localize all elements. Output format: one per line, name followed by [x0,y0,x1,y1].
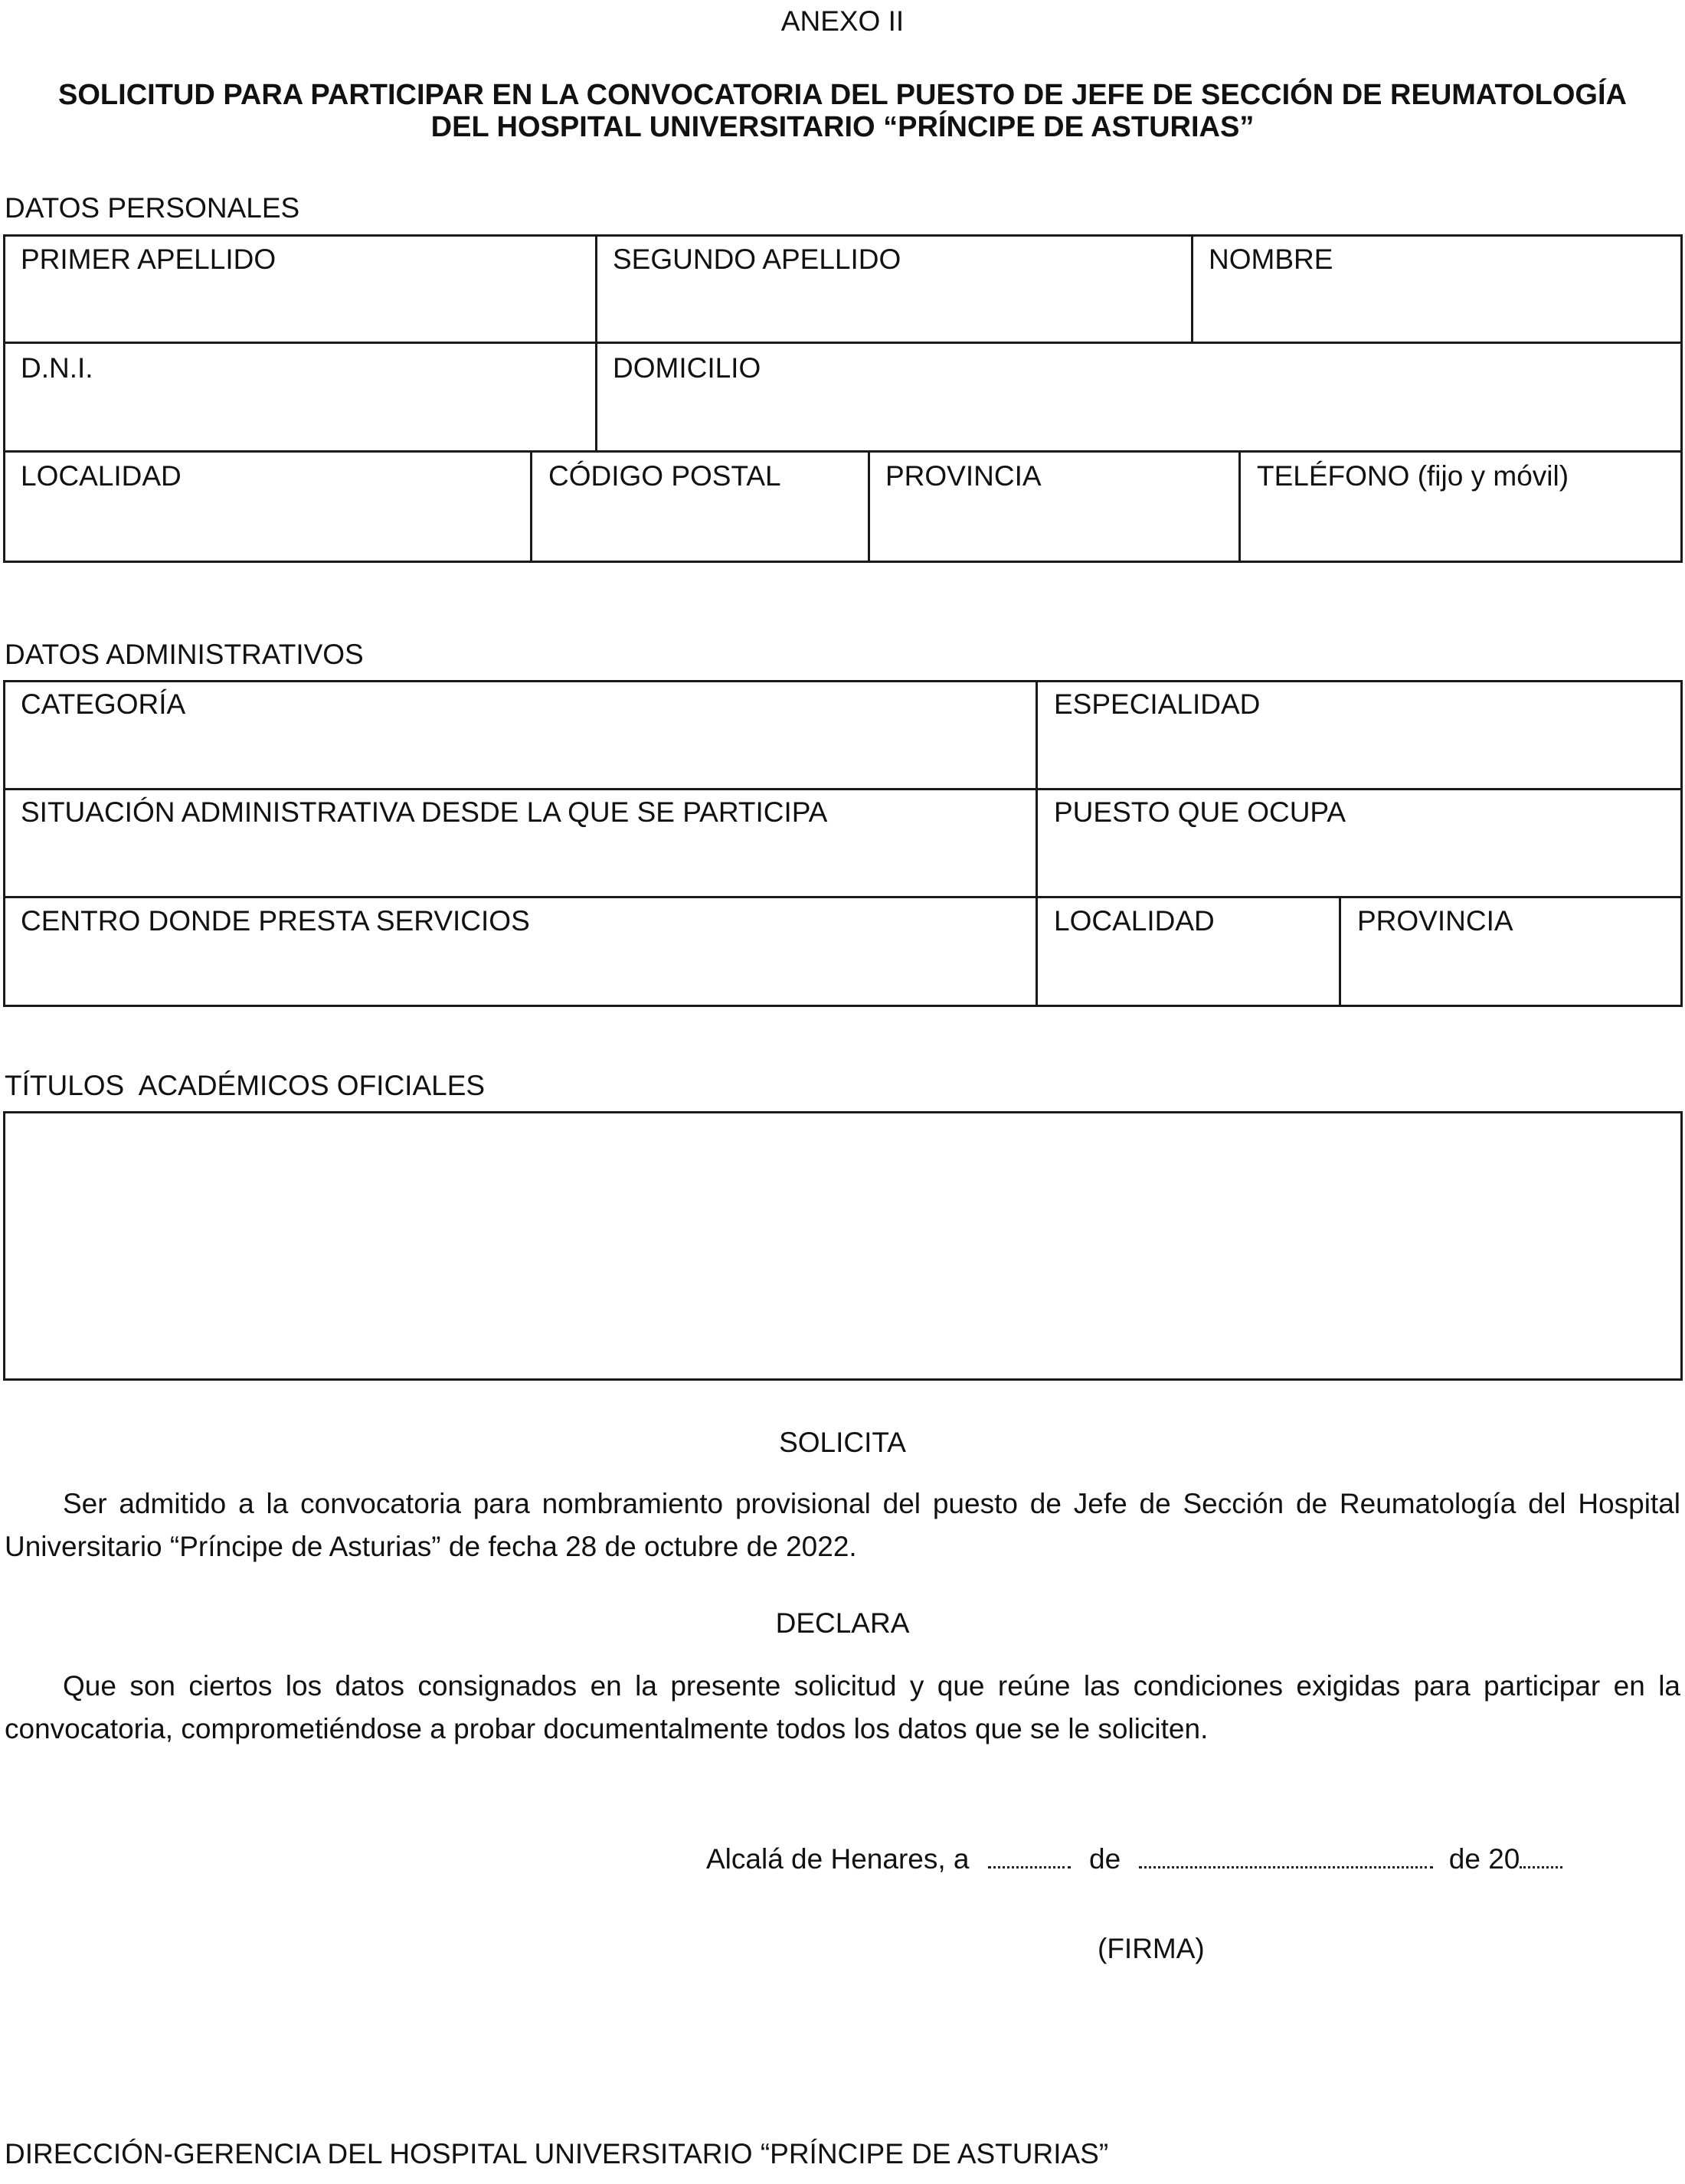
signature-place: Alcalá de Henares, a [706,1843,970,1875]
academic-titles-heading: TÍTULOS ACADÉMICOS OFICIALES [5,1070,486,1101]
signature-firma: (FIRMA) [1098,1933,1205,1964]
administrative-data-heading: DATOS ADMINISTRATIVOS [5,639,364,670]
personal-data-heading: DATOS PERSONALES [5,192,300,224]
signature-de-1: de [1089,1843,1121,1875]
field-nombre[interactable]: NOMBRE [1209,244,1333,275]
personal-data-table [3,234,1683,563]
personal-row-divider-2 [3,450,1683,453]
field-provincia[interactable]: PROVINCIA [885,460,1042,492]
admin-row-divider-2 [3,896,1683,898]
month-blank[interactable] [1139,1843,1433,1868]
field-situacion-administrativa[interactable]: SITUACIÓN ADMINISTRATIVA DESDE LA QUE SE PARTICIPA [21,796,828,828]
field-especialidad[interactable]: ESPECIALIDAD [1054,688,1261,720]
personal-col-divider-5 [1238,450,1241,563]
solicita-text: Ser admitido a la convocatoria para nombramiento provisional del puesto de Jefe de Sección de Reumatología del Hospital Universitario “Príncipe de Asturias” de fecha 28 de octubre de 2022. [5,1488,1680,1562]
year-blank[interactable] [1520,1843,1562,1868]
field-domicilio[interactable]: DOMICILIO [613,352,761,384]
academic-titles-box[interactable] [3,1111,1683,1381]
solicita-heading: SOLICITA [779,1427,906,1458]
day-blank[interactable] [988,1843,1071,1868]
declara-heading: DECLARA [775,1607,910,1639]
personal-col-divider-1 [595,234,597,450]
field-admin-provincia[interactable]: PROVINCIA [1357,905,1513,937]
form-title-line-1: SOLICITUD PARA PARTICIPAR EN LA CONVOCATORIA DEL PUESTO DE JEFE DE SECCIÓN DE REUMATOLOGÍA [58,79,1627,111]
field-codigo-postal[interactable]: CÓDIGO POSTAL [548,460,781,492]
field-puesto-que-ocupa[interactable]: PUESTO QUE OCUPA [1054,796,1346,828]
admin-col-divider-1 [1036,680,1038,1007]
administrative-data-table [3,680,1683,1007]
addressee-footer: DIRECCIÓN-GERENCIA DEL HOSPITAL UNIVERSITARIO “PRÍNCIPE DE ASTURIAS” [5,2138,1109,2169]
personal-col-divider-2 [1191,234,1193,342]
form-title-line-2: DEL HOSPITAL UNIVERSITARIO “PRÍNCIPE DE ASTURIAS” [430,111,1255,143]
admin-col-divider-2 [1339,896,1341,1007]
field-categoria[interactable]: CATEGORÍA [21,688,186,720]
signature-de-2: de 20 [1448,1843,1520,1875]
field-dni[interactable]: D.N.I. [21,352,93,384]
personal-row-divider-1 [3,342,1683,344]
field-segundo-apellido[interactable]: SEGUNDO APELLIDO [613,244,901,275]
signature-date-line [706,1842,1562,1876]
declara-text: Que son ciertos los datos consignados en la presente solicitud y que reúne las condiciones exigidas para participar en la convocatoria, comprometiéndose a probar documentalmente todos los datos que se le soliciten. [5,1670,1680,1744]
field-telefono[interactable]: TELÉFONO (fijo y móvil) [1257,460,1569,492]
annex-label: ANEXO II [780,5,905,37]
personal-col-divider-4 [868,450,870,563]
admin-row-divider-1 [3,788,1683,790]
field-admin-localidad[interactable]: LOCALIDAD [1054,905,1215,937]
field-centro[interactable]: CENTRO DONDE PRESTA SERVICIOS [21,905,530,937]
personal-col-divider-3 [530,450,532,563]
field-localidad[interactable]: LOCALIDAD [21,460,182,492]
field-primer-apellido[interactable]: PRIMER APELLIDO [21,244,276,275]
